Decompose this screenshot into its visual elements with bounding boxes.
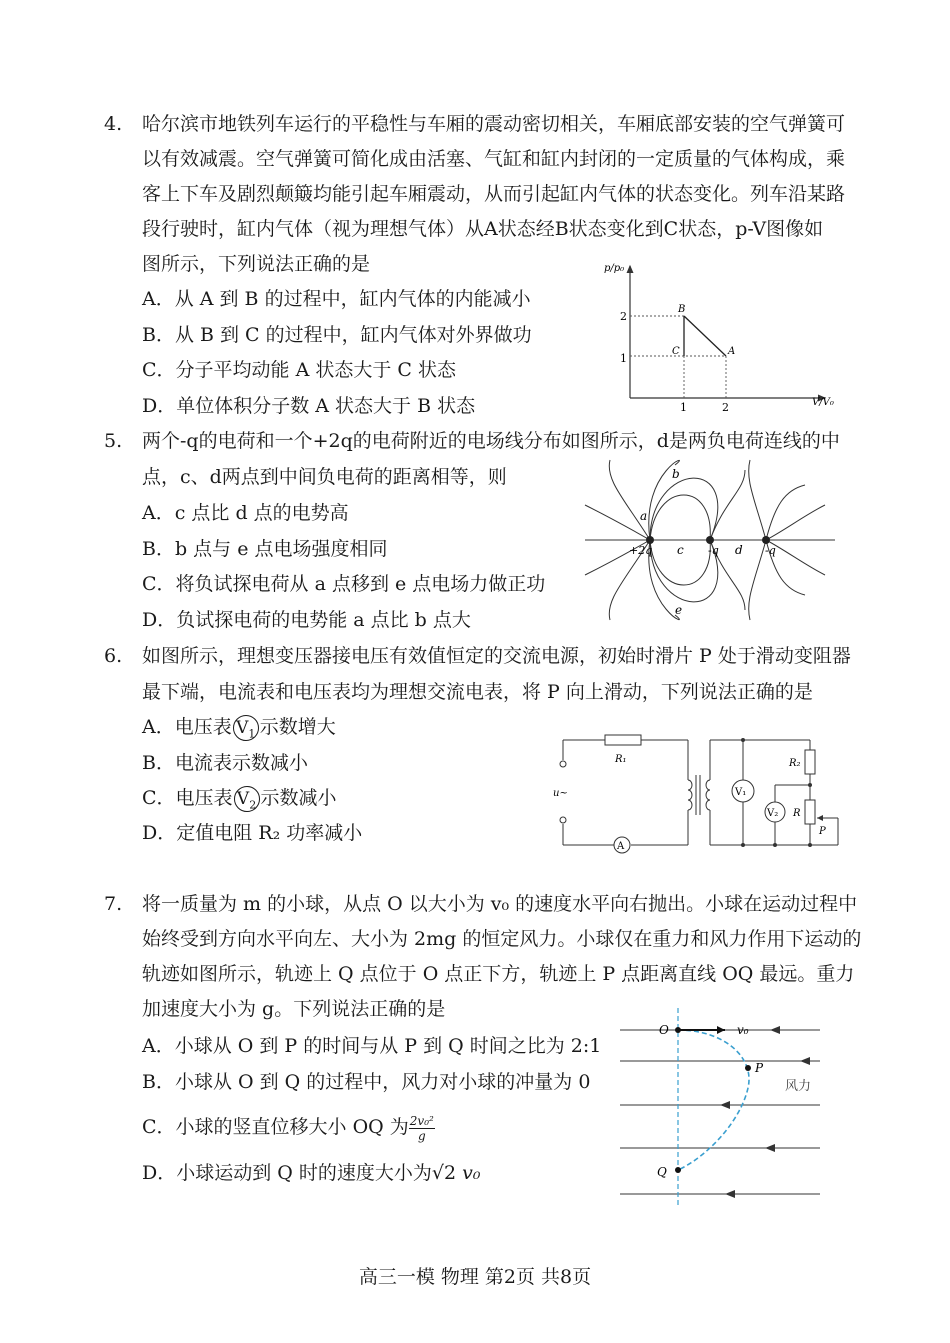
q4-line-4: 段行驶时，缸内气体（视为理想气体）从A状态经B状态变化到C状态，p-V图像如	[142, 218, 824, 240]
q7-number: 7.	[104, 893, 123, 915]
transformer-circuit	[555, 730, 845, 855]
q7-option-d	[142, 1162, 480, 1184]
q6-option-d: D．定值电阻 R₂ 功率减小	[142, 822, 363, 844]
q4-line-3: 客上下车及剧烈颠簸均能引起车厢震动，从而引起缸内气体的状态变化。列车沿某路	[142, 183, 846, 205]
field-label-c: c	[677, 543, 684, 557]
voltmeter-v1-symbol: $V_1$	[233, 715, 259, 741]
voltmeter-v2-symbol: $V_2$	[234, 786, 260, 812]
page-footer: 高三一模 物理 第2页 共8页	[358, 1266, 592, 1288]
q7-option-d-pre: D．小球运动到 Q 时的速度大小为	[142, 1162, 432, 1184]
q5-option-c: C．将负试探电荷从 a 点移到 e 点电场力做正功	[142, 573, 546, 595]
circuit-label-r2: R₂	[789, 758, 801, 769]
q6-line-1: 如图所示，理想变压器接电压有效值恒定的交流电源，初始时滑片 P 处于滑动变阻器	[142, 645, 851, 667]
field-label-b: b	[672, 467, 680, 481]
field-label-plus2q: +2q	[629, 544, 653, 557]
q7-line-2: 始终受到方向水平向左、大小为 2mg 的恒定风力。小球仅在重力和风力作用下运动的	[142, 928, 862, 950]
pv-point-a: A	[728, 346, 736, 357]
q7-option-b: B．小球从 O 到 Q 的过程中，风力对小球的冲量为 0	[142, 1071, 591, 1093]
wind-label-wind: 风力	[785, 1079, 812, 1094]
circuit-label-u: u~	[553, 788, 568, 799]
q7-line-3: 轨迹如图所示，轨迹上 Q 点位于 O 点正下方，轨迹上 P 点距离直线 OQ 最远。重力	[142, 963, 855, 985]
q4-option-b: B．从 B 到 C 的过程中，缸内气体对外界做功	[142, 324, 532, 346]
field-lines-figure	[585, 460, 840, 620]
q6-option-c-post: 示数减小	[260, 787, 337, 809]
q4-option-a: A．从 A 到 B 的过程中，缸内气体的内能减小	[142, 288, 531, 310]
q6-option-c-pre: C．电压表	[142, 787, 233, 809]
q6-option-a-post: 示数增大	[259, 716, 336, 738]
q4-number: 4.	[104, 113, 123, 135]
pv-y-tick-2: 2	[620, 310, 627, 323]
wind-label-q: Q	[657, 1165, 667, 1179]
q5-number: 5.	[104, 430, 123, 452]
wind-label-v0: v₀	[737, 1023, 749, 1037]
q5-option-d: D．负试探电荷的电势能 a 点比 b 点大	[142, 609, 471, 631]
q6-option-b: B．电流表示数减小	[142, 752, 308, 774]
q4-option-d: D．单位体积分子数 A 状态大于 B 状态	[142, 395, 476, 417]
q7-option-c-pre: C．小球的竖直位移大小 OQ 为	[142, 1116, 409, 1138]
pv-point-c: C	[672, 346, 680, 357]
q6-option-a	[142, 713, 336, 741]
q4-line-5: 图所示，下列说法正确的是	[142, 253, 371, 275]
circuit-label-r: R	[793, 808, 801, 819]
q7-option-c-fraction: $\frac{\text{2v₀²}}{g}$	[409, 1113, 434, 1143]
q7-option-c	[142, 1110, 435, 1144]
q7-option-d-post: v₀	[456, 1162, 481, 1184]
pv-x-tick-2: 2	[722, 401, 729, 414]
pv-x-axis-label: V/V₀	[812, 397, 834, 408]
q5-option-b: B．b 点与 e 点电场强度相同	[142, 538, 388, 560]
q7-option-d-sqrt: √2	[431, 1162, 457, 1184]
q7-line-4: 加速度大小为 g。下列说法正确的是	[142, 998, 446, 1020]
q6-number: 6.	[104, 645, 123, 667]
pv-point-b: B	[678, 304, 686, 315]
pv-y-axis-label: p/p₀	[604, 263, 625, 274]
q6-option-a-pre: A．电压表	[142, 716, 232, 738]
circuit-label-p: P	[819, 826, 826, 837]
q5-option-a: A．c 点比 d 点的电势高	[142, 502, 349, 524]
field-label-minusq-right: -q	[765, 544, 776, 557]
q7-option-a: A．小球从 O 到 P 的时间与从 P 到 Q 时间之比为 2:1	[142, 1035, 602, 1057]
pv-graph	[600, 258, 845, 413]
pv-x-tick-1: 1	[680, 401, 687, 414]
field-label-d: d	[735, 543, 743, 557]
pv-y-tick-1: 1	[620, 352, 627, 365]
circuit-label-ammeter: A	[617, 841, 625, 852]
q7-line-1: 将一质量为 m 的小球，从点 O 以大小为 v₀ 的速度水平向右抛出。小球在运动过程中	[142, 893, 858, 915]
field-label-e: e	[675, 603, 683, 617]
field-label-a: a	[640, 509, 648, 523]
circuit-label-v1: V₁	[735, 787, 747, 798]
q6-line-2: 最下端，电流表和电压表均为理想交流电表，将 P 向上滑动，下列说法正确的是	[142, 681, 813, 703]
wind-label-o: O	[659, 1023, 669, 1037]
q5-line-1: 两个-q的电荷和一个+2q的电荷附近的电场线分布如图所示，d是两负电荷连线的中	[142, 430, 840, 452]
circuit-label-v2: V₂	[767, 808, 779, 819]
wind-label-p: P	[755, 1061, 764, 1075]
q4-option-c: C．分子平均动能 A 状态大于 C 状态	[142, 359, 456, 381]
field-label-minusq-mid: -q	[708, 544, 719, 557]
q4-line-1: 哈尔滨市地铁列车运行的平稳性与车厢的震动密切相关，车厢底部安装的空气弹簧可	[142, 113, 846, 135]
q4-line-2: 以有效减震。空气弹簧可简化成由活塞、气缸和缸内封闭的一定质量的气体构成，乘	[142, 148, 846, 170]
wind-trajectory-figure	[615, 1008, 825, 1208]
q6-option-c	[142, 784, 337, 812]
q5-line-2: 点，c、d两点到中间负电荷的距离相等，则	[142, 466, 507, 488]
circuit-label-r1: R₁	[615, 754, 627, 765]
